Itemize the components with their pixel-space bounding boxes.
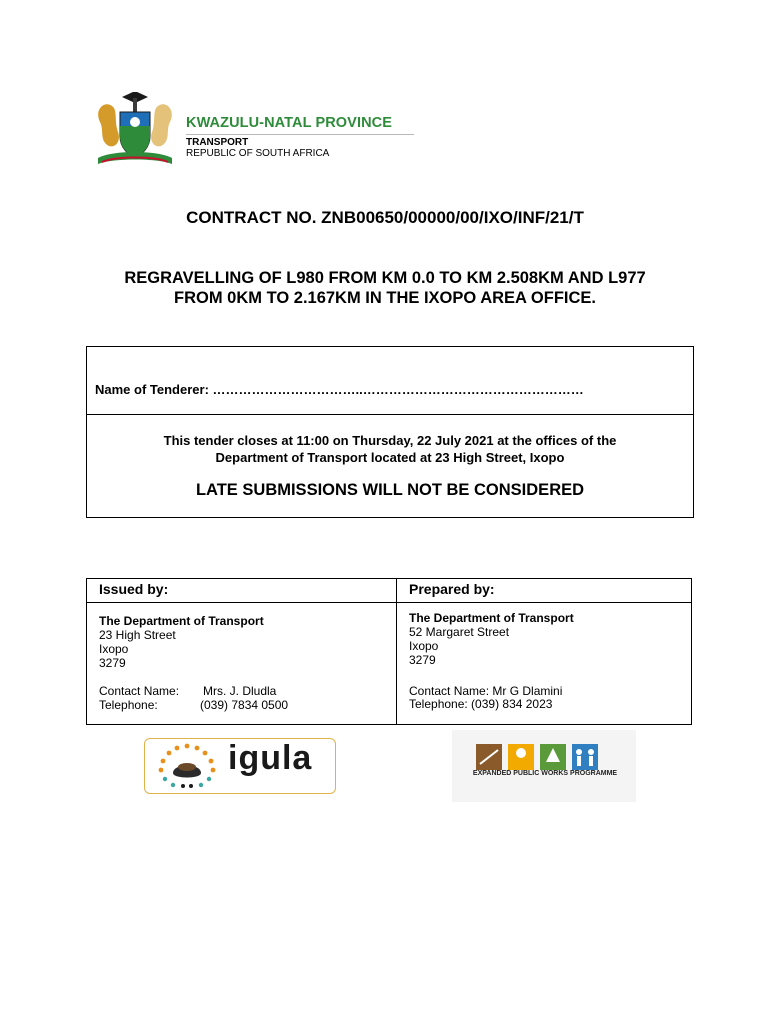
issuer-table-divider-horizontal bbox=[86, 602, 692, 603]
prepared-by-heading: Prepared by: bbox=[409, 581, 495, 597]
coat-of-arms-icon bbox=[92, 92, 178, 170]
issued-by-heading: Issued by: bbox=[99, 581, 169, 597]
epwp-wordmark: EXPANDED PUBLIC WORKS PROGRAMME bbox=[472, 770, 618, 777]
project-title-line-1: REGRAVELLING OF L980 FROM KM 0.0 TO KM 2.508KM AND L977 bbox=[124, 269, 646, 287]
issuer-table-divider-vertical bbox=[396, 578, 397, 725]
preparer-contact: Contact Name: Mr G Dlamini bbox=[409, 684, 563, 698]
preparer-code: 3279 bbox=[409, 653, 436, 667]
preparer-street: 52 Margaret Street bbox=[409, 625, 510, 639]
igula-emblem-icon bbox=[153, 743, 221, 789]
igula-wordmark: igula bbox=[228, 739, 313, 777]
contract-number: CONTRACT NO. ZNB00650/00000/00/IXO/INF/21/T bbox=[186, 208, 584, 227]
tenderer-name-field: Name of Tenderer: ……………………………..…………………………………………… bbox=[95, 382, 584, 397]
country-name: REPUBLIC OF SOUTH AFRICA bbox=[186, 148, 330, 159]
project-title bbox=[60, 268, 710, 308]
preparer-address bbox=[409, 611, 574, 667]
header-rule bbox=[186, 134, 414, 135]
issuer-org: The Department of Transport bbox=[99, 614, 264, 628]
preparer-phone: Telephone: (039) 834 2023 bbox=[409, 697, 553, 711]
issuer-town: Ixopo bbox=[99, 642, 129, 656]
province-name: KWAZULU-NATAL PROVINCE bbox=[186, 115, 392, 131]
issuer-street: 23 High Street bbox=[99, 628, 176, 642]
issuer-address bbox=[99, 614, 264, 670]
closing-notice-line-1: This tender closes at 11:00 on Thursday, 22 July 2021 at the offices of the bbox=[163, 433, 617, 448]
preparer-org: The Department of Transport bbox=[409, 611, 574, 625]
issuer-code: 3279 bbox=[99, 656, 126, 670]
closing-notice-line-2: Department of Transport located at 23 High Street, Ixopo bbox=[215, 450, 565, 465]
tender-box-divider bbox=[86, 414, 694, 415]
epwp-emblem-icon bbox=[476, 744, 602, 770]
epwp-logo bbox=[452, 730, 636, 802]
project-title-line-2: FROM 0KM TO 2.167KM IN THE IXOPO AREA OFFICE. bbox=[173, 289, 597, 307]
department-name: TRANSPORT bbox=[186, 137, 249, 148]
closing-notice bbox=[86, 432, 694, 466]
preparer-town: Ixopo bbox=[409, 639, 439, 653]
issuer-phone-label: Telephone: bbox=[99, 698, 158, 712]
issuer-contact-label: Contact Name: bbox=[99, 684, 180, 698]
issuer-phone-value: (039) 7834 0500 bbox=[200, 698, 289, 712]
issuer-contact-value: Mrs. J. Dludla bbox=[203, 684, 277, 698]
late-submission-notice: LATE SUBMISSIONS WILL NOT BE CONSIDERED bbox=[195, 481, 585, 499]
